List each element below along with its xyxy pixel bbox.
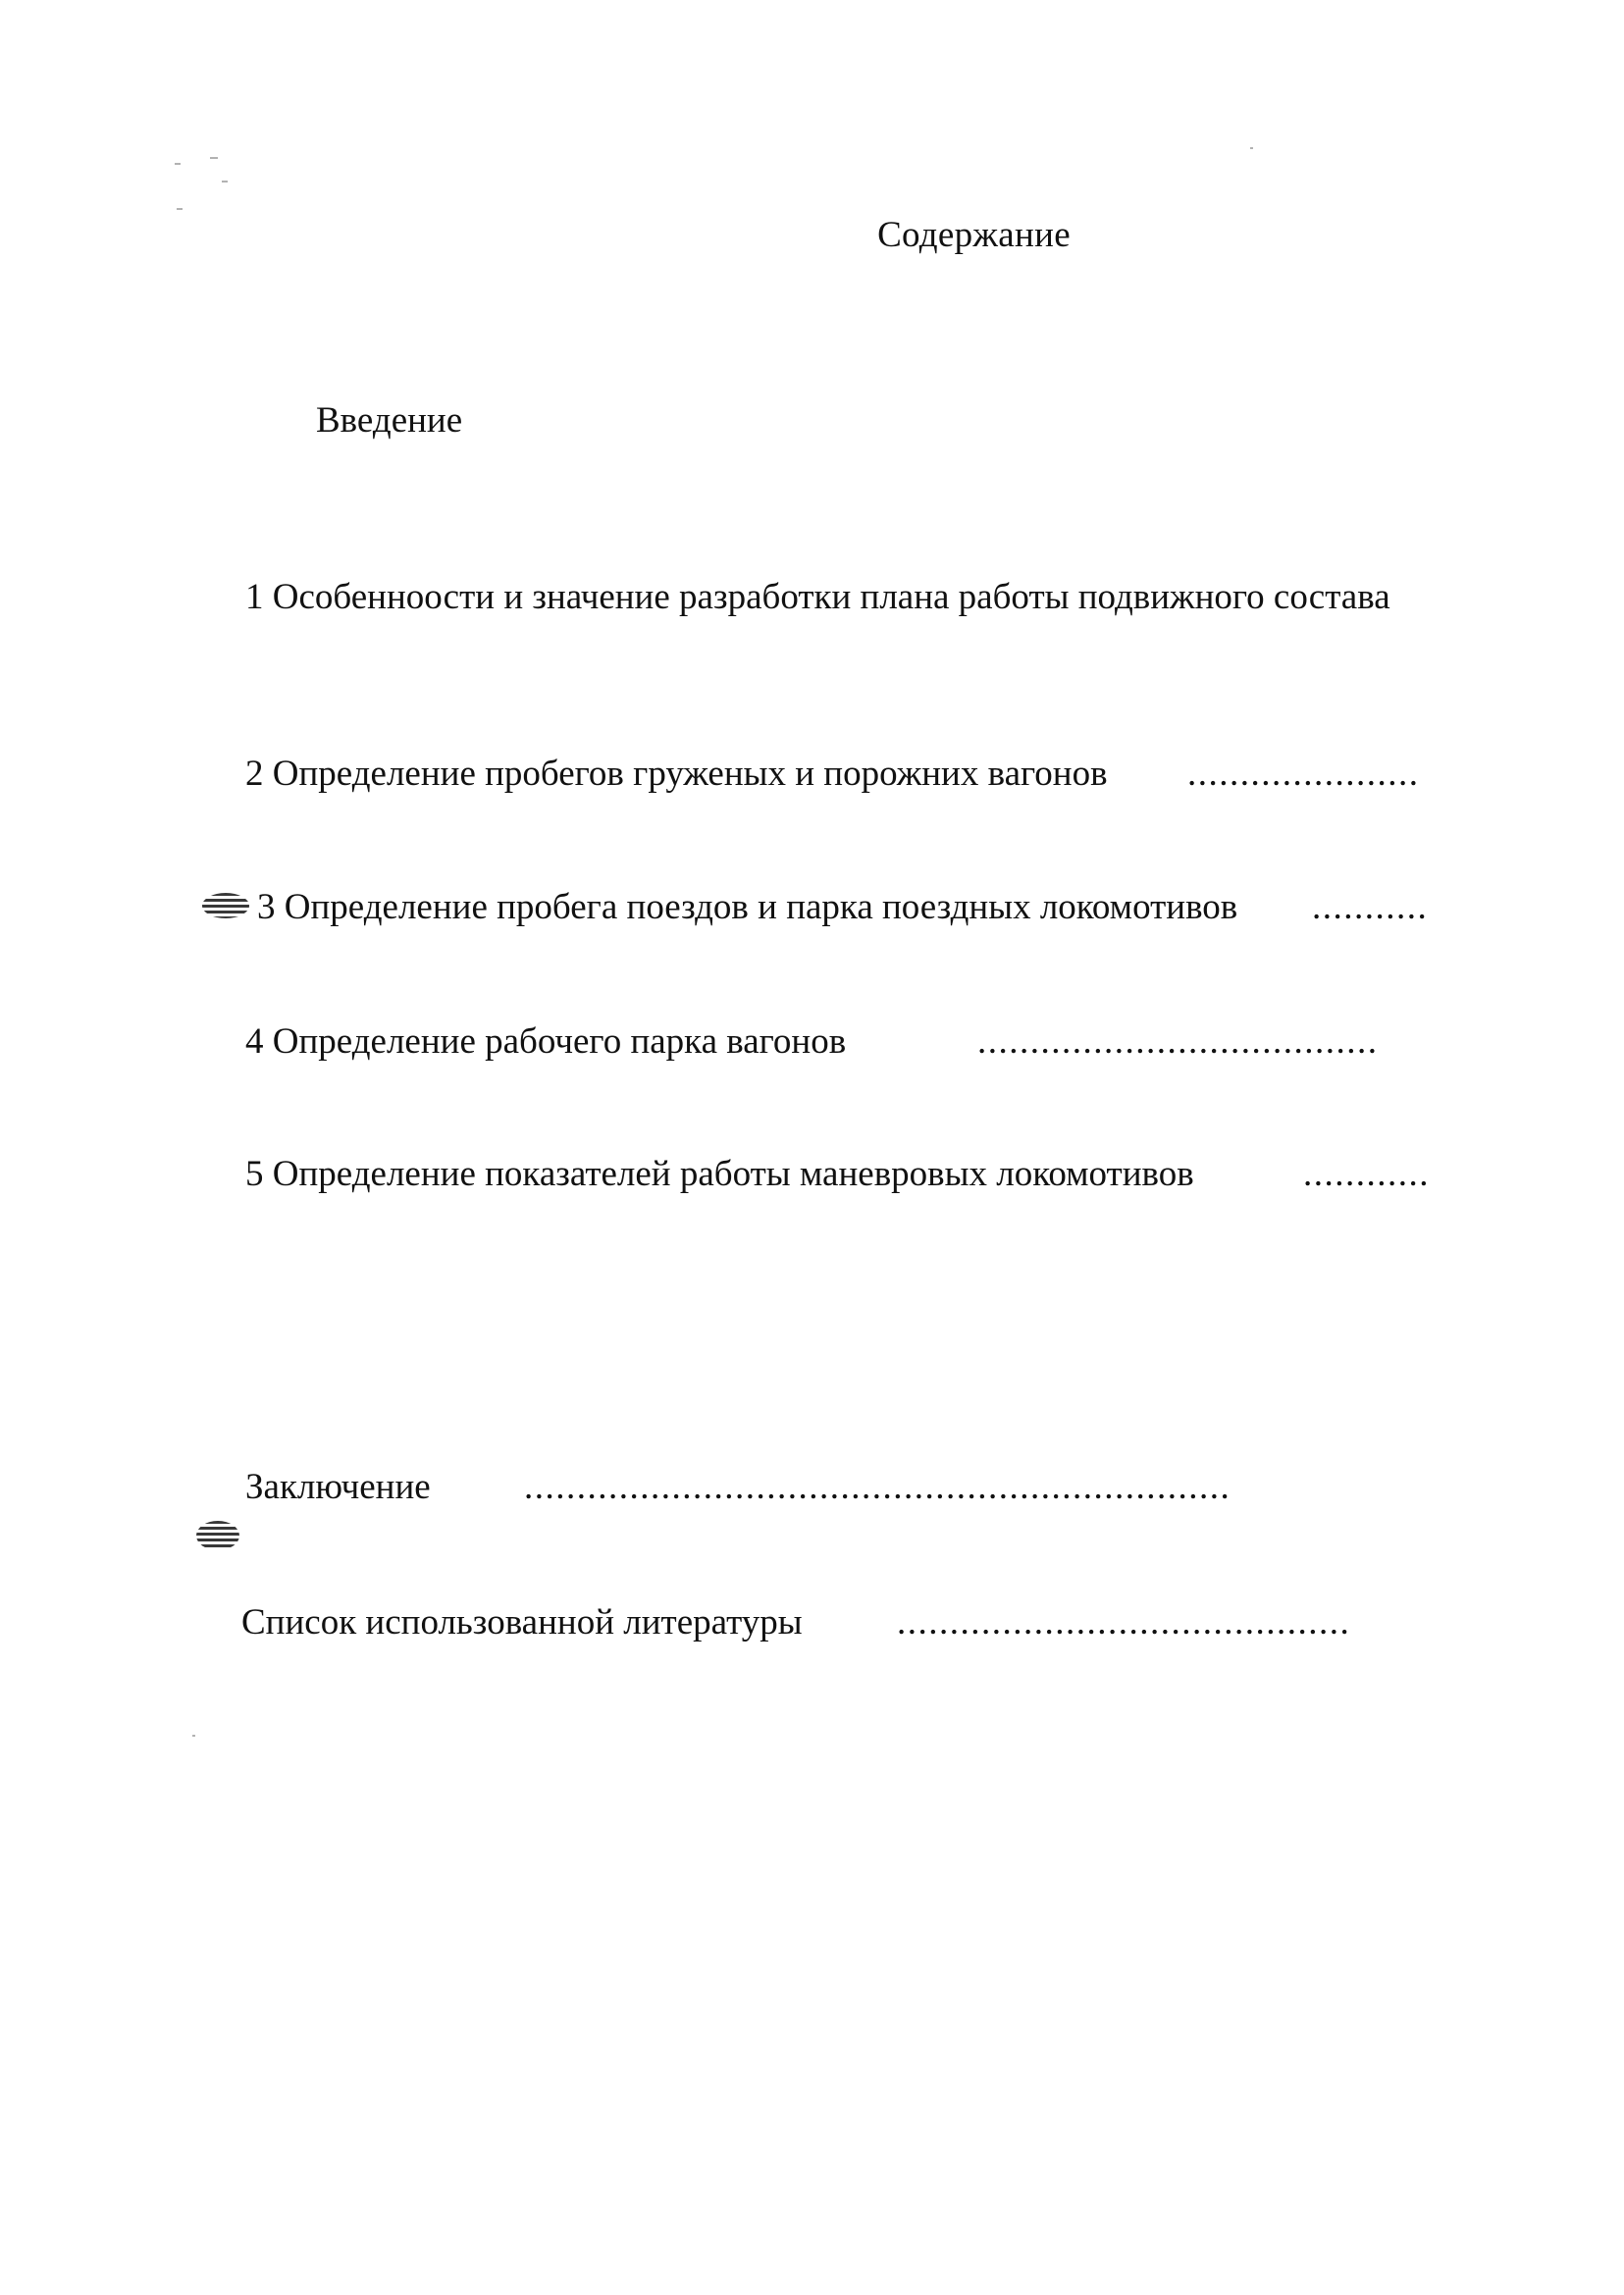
toc-entry-label: 3 Определение пробега поездов и парка поездных локомотивов xyxy=(257,887,1238,927)
toc-entry-label: Введение xyxy=(316,400,463,441)
scan-blot-mark xyxy=(202,893,249,918)
toc-entry-label: Список использованной литературы xyxy=(241,1602,803,1643)
toc-entry-section-5 xyxy=(245,1156,1467,1192)
toc-entry-introduction xyxy=(316,402,462,439)
toc-leader-dots: ............ xyxy=(1303,1156,1430,1192)
scan-speck xyxy=(222,181,228,183)
toc-entry-label: 4 Определение рабочего парка вагонов xyxy=(245,1021,847,1062)
toc-entry-section-3 xyxy=(257,889,1467,925)
scan-speck xyxy=(1250,147,1253,149)
scan-blot-mark xyxy=(196,1521,239,1550)
toc-leader-dots: ................................................................... xyxy=(524,1469,1231,1505)
toc-leader-dots: ........................................... xyxy=(897,1604,1351,1641)
toc-entry-references xyxy=(241,1604,1463,1641)
toc-entry-label: 2 Определение пробегов груженых и порожних вагонов xyxy=(245,754,1108,794)
toc-leader-dots: ...................................... xyxy=(977,1023,1379,1060)
toc-entry-section-4 xyxy=(245,1023,1467,1060)
toc-entry-label: 5 Определение показателей работы маневровых локомотивов xyxy=(245,1154,1194,1194)
toc-leader-dots: ........... xyxy=(1312,889,1429,925)
toc-entry-label: Заключение xyxy=(245,1467,431,1507)
scan-speck xyxy=(175,163,181,165)
toc-entry-conclusion xyxy=(245,1469,1467,1505)
scan-speck xyxy=(192,1735,195,1737)
toc-leader-dots: ...................... xyxy=(1187,756,1420,792)
toc-entry-label: 1 Особенноости и значение разработки плана работы подвижного состава xyxy=(245,577,1390,617)
toc-entry-section-2 xyxy=(245,756,1467,792)
toc-entry-section-1 xyxy=(245,579,1390,615)
scan-speck xyxy=(177,208,183,210)
toc-title: Содержание xyxy=(877,215,1071,255)
scan-speck xyxy=(210,157,218,159)
